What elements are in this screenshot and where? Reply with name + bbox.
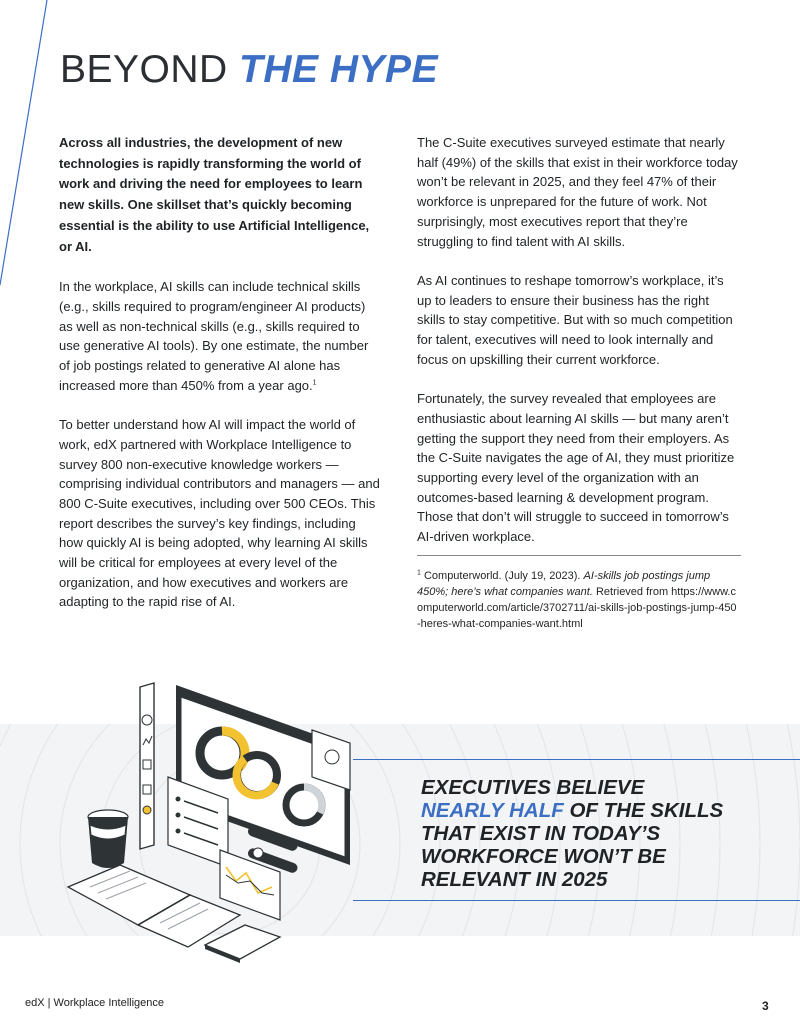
toolbar-strip-icon [140, 683, 154, 849]
page-title [60, 48, 438, 92]
footnote [417, 568, 739, 632]
callout-rule-bottom [353, 900, 800, 901]
callout-rest: OF THE SKILLS THAT EXIST IN TODAY’S WORKFORCE WON’T BE RELEVANT IN 2025 [421, 799, 724, 891]
body-paragraph-survey: To better understand how AI will impact the world of work, edX partnered with Workplace Intelligence to survey 800 non-executive knowledge workers — comprising individual contributors and managers — and 800 C-Suite executives, including over 500 CEOs. This report describes the survey’s key findings, including how quickly AI is being adopted, why learning AI skills will be critical for employees at every level of the organization, and how executives and workers are adapting to the rapid rise of AI. [59, 417, 380, 610]
footnote-divider [417, 555, 741, 556]
lead-paragraph: Across all industries, the development of new technologies is rapidly transforming the world of work and driving the need for employees to learn new skills. One skillset that’s quickly becoming essential is the ability to use Artificial Intelligence, or AI. [59, 135, 370, 254]
footer-publisher: edX | Workplace Intelligence [25, 997, 165, 1009]
body-paragraph-executives: The C-Suite executives surveyed estimate that nearly half (49%) of the skills that exist in their workforce today won’t be relevant in 2025, and they feel 47% of their workforce is unprepared for the future of work. Not surprisingly, most executives report that they’re struggling to find talent with AI skills. [417, 135, 738, 249]
footnote-article-title: AI-skills job postings jump 450%; here’s what companies want. [417, 569, 711, 598]
callout-statement [421, 776, 751, 891]
right-column [417, 133, 739, 632]
page-number: 3 [762, 999, 769, 1013]
callout-highlight: NEARLY HALF [421, 799, 564, 822]
body-paragraph-ai-skills-text: In the workplace, AI skills can include technical skills (e.g., skills required to program/engineer AI products) as well as non-technical skills (e.g., skills required to use generative AI tools). By one estimate, the number of job postings related to generative AI alone has increased more than 450% from a year ago. [59, 279, 369, 393]
footnote-number: 1 [417, 569, 421, 577]
tablet-icon [205, 925, 280, 963]
coffee-cup-icon [88, 810, 128, 868]
page-title-part2: THE HYPE [239, 48, 439, 91]
footnote-retrieved-link[interactable]: Retrieved from https://www.computerworld.com/article/3702711/ai-skills-job-postings-jump-450-heres-what-companies-want.html [417, 585, 737, 630]
open-book-icon [68, 865, 240, 947]
footnote-source: Computerworld. (July 19, 2023). [423, 569, 581, 582]
workplace-illustration [50, 675, 370, 975]
page-title-part1: BEYOND [60, 48, 228, 91]
left-column [59, 133, 381, 632]
body-paragraph-leaders: As AI continues to reshape tomorrow’s workplace, it’s up to leaders to ensure their business has the right skills to stay competitive. But with so much competition for talent, executives will need to look internally and focus on upskilling their current workforce. [417, 272, 733, 367]
body-paragraph-ai-skills [59, 277, 381, 395]
callout-rule-top [353, 759, 800, 760]
footnote-reference: 1 [312, 379, 317, 387]
callout-line1: EXECUTIVES BELIEVE [421, 776, 645, 799]
body-paragraph-employees: Fortunately, the survey revealed that employees are enthusiastic about learning AI skills — but many aren’t getting the support they need from their employers. As the C-Suite navigates the age of AI, they must prioritize supporting every level of the organization with an outcomes-based learning & development program. Those that don’t will struggle to succeed in tomorrow’s AI-driven workplace. [417, 391, 735, 545]
